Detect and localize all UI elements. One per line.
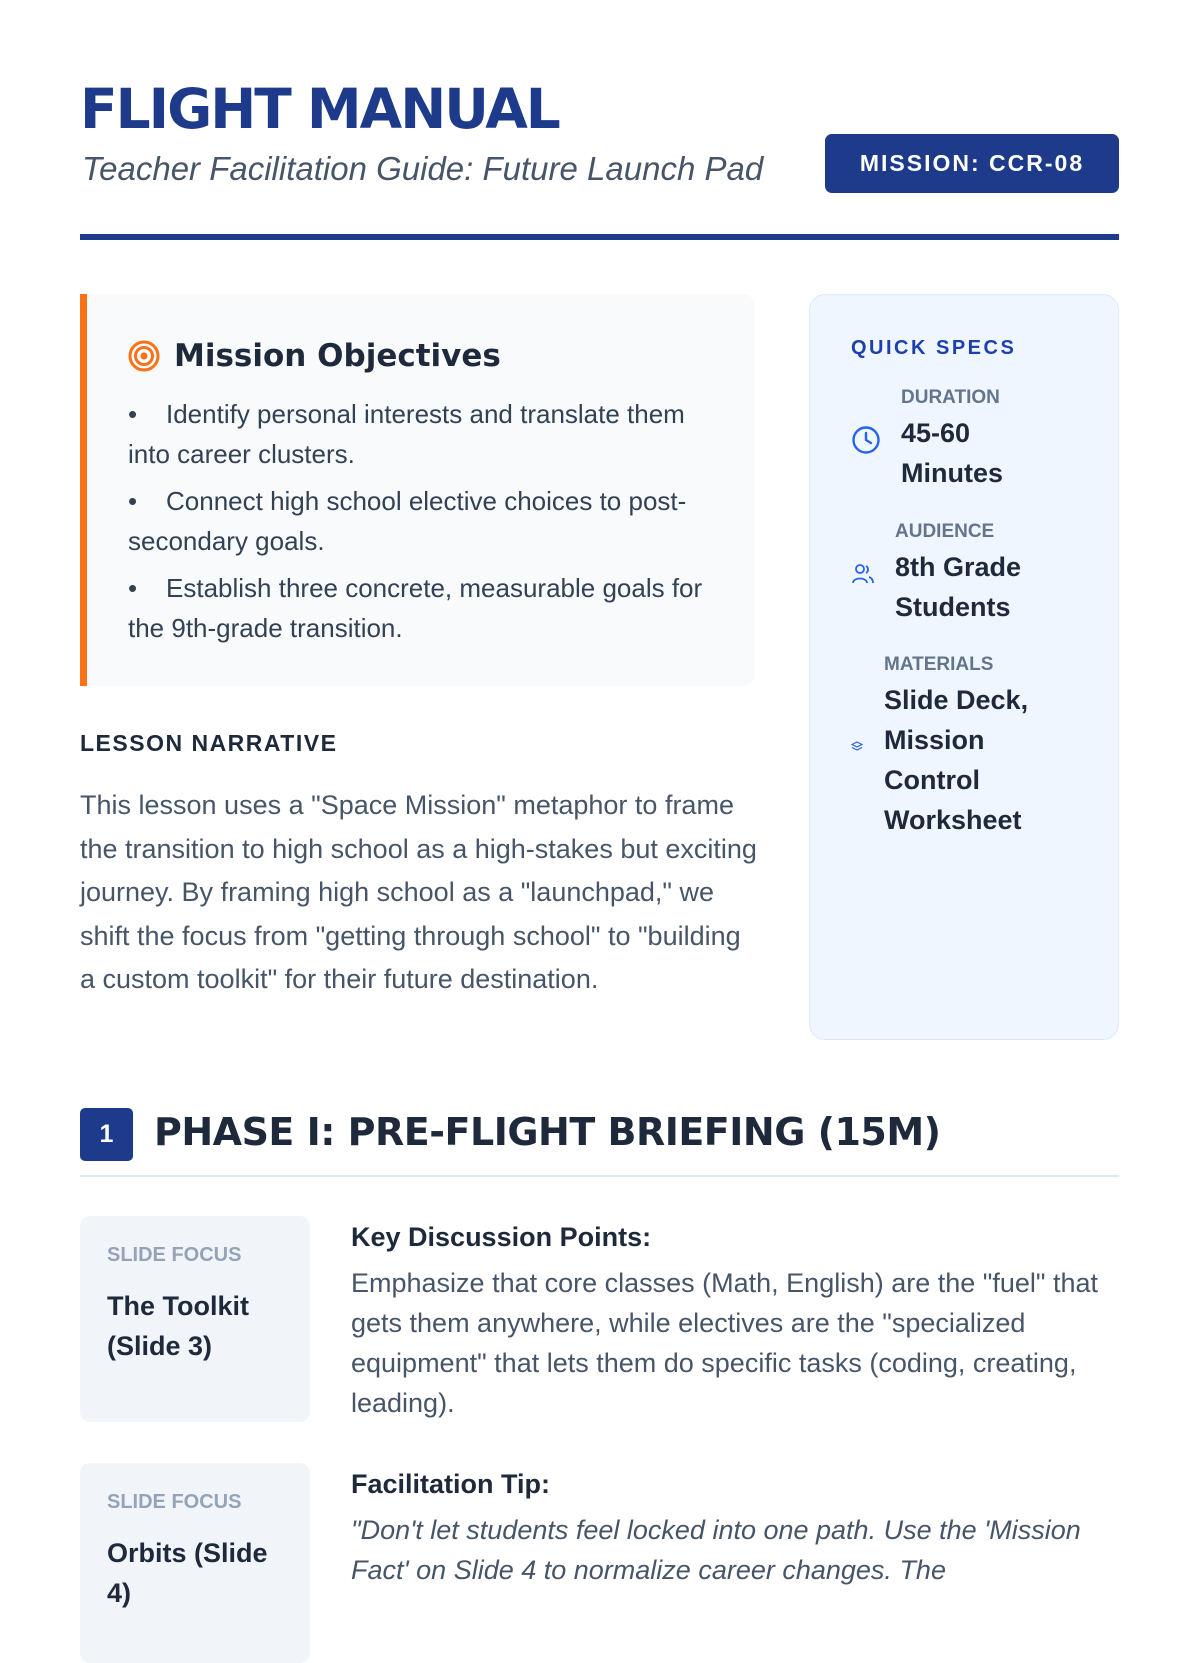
- page-title: FLIGHT MANUAL: [80, 77, 559, 141]
- phase-number-badge: 1: [80, 1108, 133, 1161]
- bullet-icon: •: [128, 399, 138, 429]
- key-discussion-title: Key Discussion Points:: [351, 1222, 652, 1252]
- list-item: [128, 568, 728, 648]
- objective-text: Establish three concrete, measurable goals for the 9th-grade transition.: [128, 573, 703, 643]
- users-icon: [851, 563, 875, 585]
- spec-key: DURATION: [901, 387, 1000, 408]
- objective-text: Identify personal interests and translate them into career clusters.: [128, 399, 685, 469]
- narrative-label: LESSON NARRATIVE: [80, 730, 338, 756]
- list-item: [128, 394, 728, 474]
- objective-text: Connect high school elective choices to post-secondary goals.: [128, 486, 687, 556]
- list-item: [128, 481, 728, 561]
- header-divider: [80, 234, 1119, 240]
- phase-title: PHASE I: PRE-FLIGHT BRIEFING (15M): [154, 1110, 941, 1154]
- key-discussion-text: Emphasize that core classes (Math, English) are the "fuel" that gets them anywhere, while electives are the "specialized equipment" that lets them do specific tasks (coding, creating, leading).: [351, 1268, 1099, 1418]
- objectives-title: Mission Objectives: [174, 338, 501, 374]
- clock-icon: [851, 425, 881, 455]
- slide-focus-label: SLIDE FOCUS: [107, 1491, 242, 1513]
- spec-materials: [851, 654, 1054, 840]
- spec-value: 8th Grade Students: [895, 552, 1022, 622]
- narrative-text: This lesson uses a "Space Mission" metaphor to frame the transition to high school as a high-stakes but exciting journey. By framing high school as a "launchpad," we shift the focus from "getting through school" to "building a custom toolkit" for their future destination.: [80, 790, 757, 994]
- page-subtitle: Teacher Facilitation Guide: Future Launch Pad: [82, 150, 764, 187]
- target-icon: [128, 340, 160, 372]
- spec-audience: [851, 521, 1055, 627]
- spec-key: AUDIENCE: [895, 521, 995, 542]
- slide-focus-card: [80, 1216, 310, 1422]
- phase-divider: [80, 1175, 1119, 1177]
- slide-focus-value: The Toolkit (Slide 3): [107, 1291, 249, 1361]
- spec-value: Slide Deck, Mission Control Worksheet: [884, 685, 1029, 835]
- facilitation-tip-text: "Don't let students feel locked into one path. Use the 'Mission Fact' on Slide 4 to normalize career changes. The: [351, 1515, 1081, 1585]
- objectives-card: [80, 294, 755, 686]
- quick-specs-panel: [809, 294, 1119, 1040]
- spec-value: 45-60 Minutes: [901, 418, 1004, 488]
- objectives-header: [128, 338, 501, 374]
- flight-manual-page: [80, 0, 1119, 1608]
- facilitation-tip-title: Facilitation Tip:: [351, 1469, 551, 1499]
- objectives-list: [128, 394, 728, 655]
- bullet-icon: •: [128, 573, 138, 603]
- slide-focus-card: [80, 1463, 310, 1663]
- spec-key: MATERIALS: [884, 654, 994, 675]
- spec-duration: [851, 387, 1021, 493]
- layers-icon: [851, 741, 863, 753]
- bullet-icon: •: [128, 486, 138, 516]
- slide-focus-label: SLIDE FOCUS: [107, 1244, 242, 1266]
- quick-specs-label: QUICK SPECS: [851, 337, 1017, 359]
- slide-focus-value: Orbits (Slide 4): [107, 1538, 268, 1608]
- mission-badge: MISSION: CCR-08: [825, 134, 1119, 193]
